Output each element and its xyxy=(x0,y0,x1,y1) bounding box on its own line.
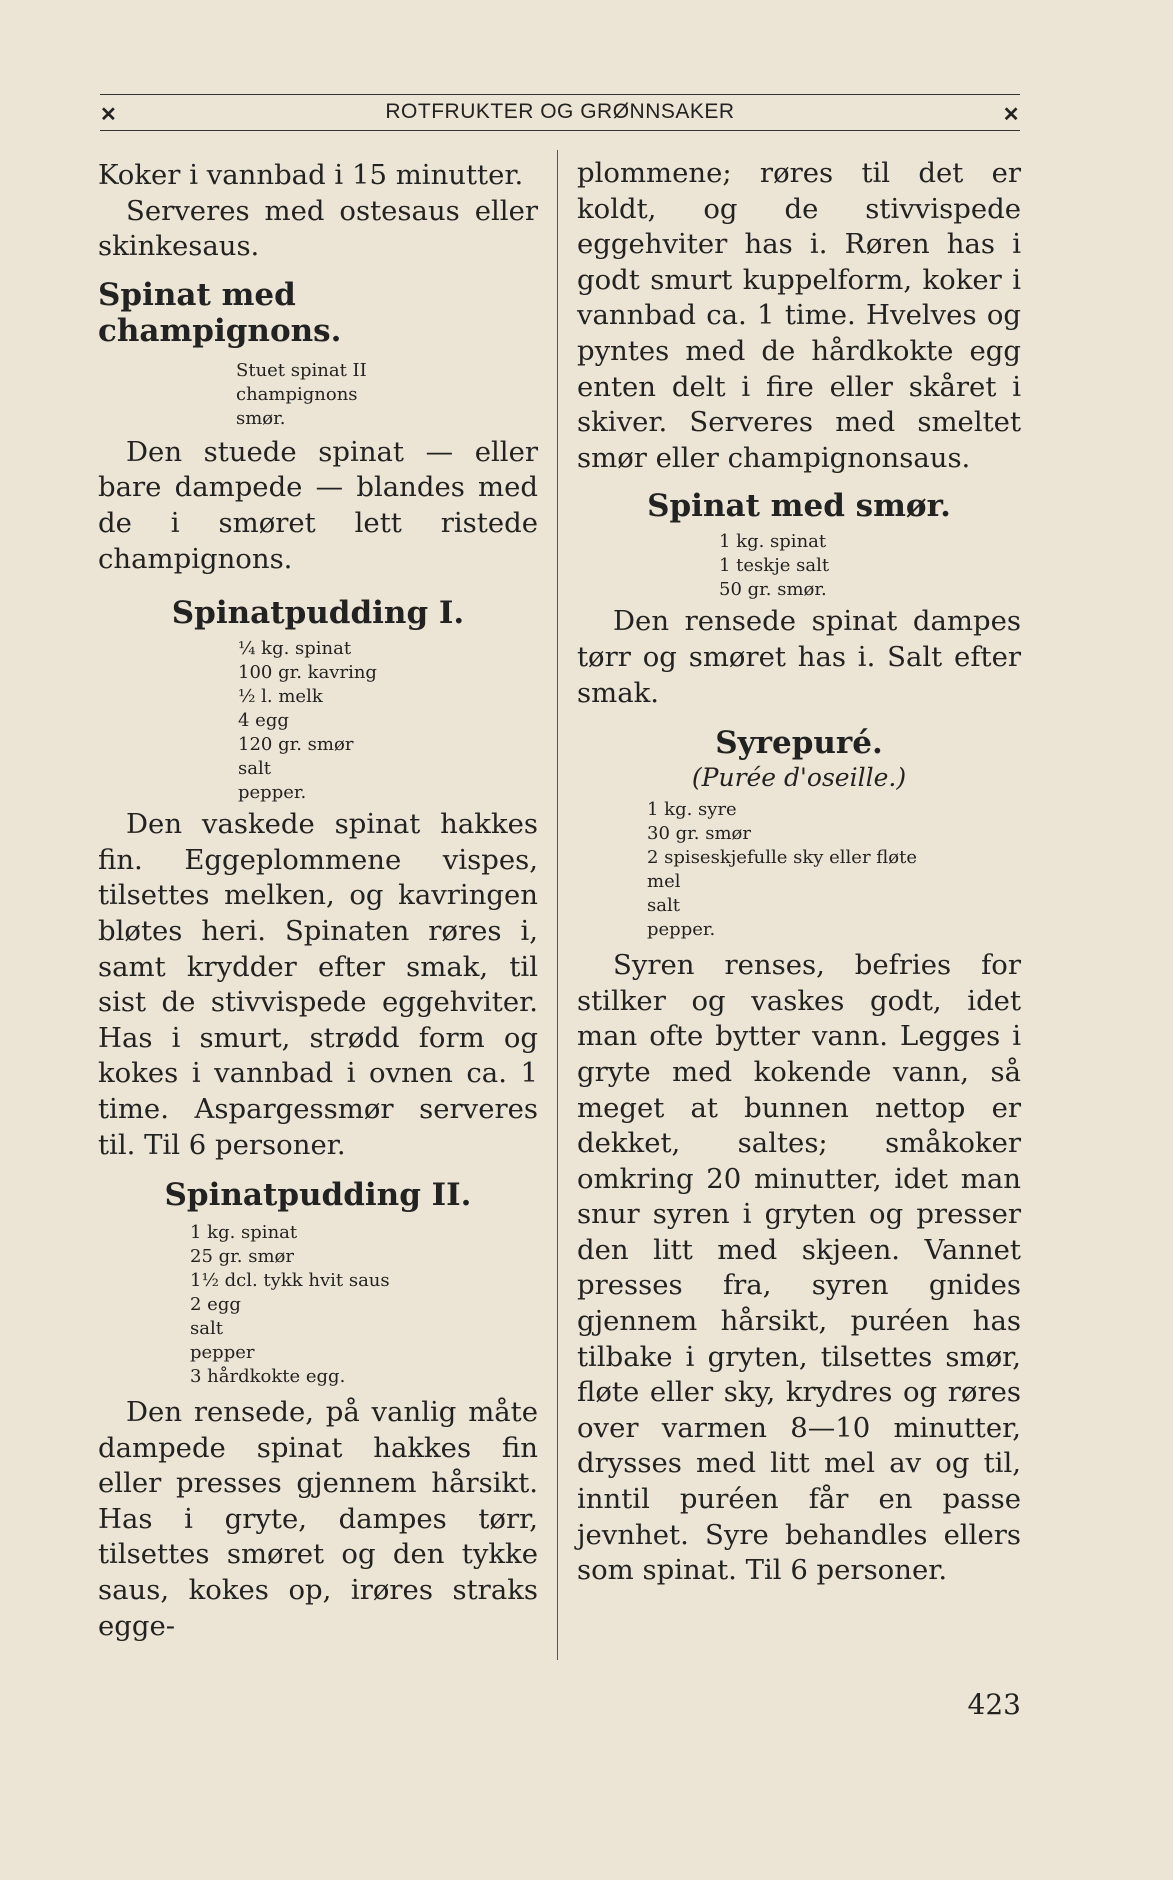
ingredient: 120 gr. smør xyxy=(238,734,354,756)
recipe-title-spinatpudding-1: Spinatpudding I. xyxy=(171,595,465,632)
ingredient: 50 gr. smør. xyxy=(719,579,827,601)
recipe-text: Den rensede, på vanlig måte dampede spinat hakkes fin eller presses gjennem hårsikt. Has i gryte, dampes tørr, tilsettes smøret og den tykke saus, kokes op, irøres straks egge- xyxy=(98,1396,538,1642)
ingredient: 25 gr. smør xyxy=(190,1246,294,1268)
recipe-text: Syren renses, befries for stilker og vaskes godt, idet man ofte bytter vann. Legges i gryte med kokende vann, så meget at bunnen nettop er dekket, saltes; småkoker omkring 20 minutter, idet man snur syren i gryten og presser den litt med skjeen. Vannet presses fra, syren gnides gjennem hårsikt, puréen has tilbake i gryten, tilsettes smør, fløte eller sky, krydres og røres over varmen 8—10 minutter, drysses med litt mel av og til, inntil puréen får en passe jevnhet. Syre behandles ellers som spinat. Til 6 personer. xyxy=(577,949,1021,1587)
left-column xyxy=(98,158,538,1644)
ingredient: pepper. xyxy=(647,919,716,941)
header-top-rule xyxy=(100,94,1020,95)
ingredient-list xyxy=(647,798,1021,942)
header-right-mark: ✕ xyxy=(1002,104,1020,126)
recipe-subtitle: (Purée d'oseille.) xyxy=(691,763,907,793)
header-left-mark: ✕ xyxy=(100,104,118,126)
recipe-title-spinat-smor: Spinat med smør. xyxy=(647,488,951,525)
ingredient: mel xyxy=(647,871,681,893)
ingredient: 1 teskje salt xyxy=(719,555,830,577)
ingredient-list xyxy=(236,359,538,431)
ingredient: 1½ dcl. tykk hvit saus xyxy=(190,1270,390,1292)
ingredient: pepper. xyxy=(238,782,307,804)
ingredient: 30 gr. smør xyxy=(647,823,751,845)
recipe-title-spinatpudding-2: Spinatpudding II. xyxy=(164,1177,472,1214)
ingredient: 1 kg. spinat xyxy=(190,1222,298,1244)
ingredient: 4 egg xyxy=(238,710,289,732)
recipe-text: Den stuede spinat — eller bare dampede — blandes med de i smøret lett ristede champignons. xyxy=(98,435,538,575)
ingredient: champignons xyxy=(236,383,358,405)
ingredient: 1 kg. syre xyxy=(647,799,737,821)
page-number: 423 xyxy=(967,1688,1021,1721)
ingredient: 2 egg xyxy=(190,1294,241,1316)
column-divider xyxy=(557,150,558,1660)
ingredient: ½ l. melk xyxy=(238,686,323,708)
continued-text: plommene; røres til det er koldt, og de stivvispede eggehviter has i. Røren has i godt smurt kuppelform, koker i vannbad ca. 1 time. Hvelves og pyntes med de hårdkokte egg enten delt i fire eller skåret i skiver. Serveres med smeltet smør eller champignonsaus. xyxy=(577,157,1021,474)
ingredient: smør. xyxy=(236,407,286,429)
ingredient: 3 hårdkokte egg. xyxy=(190,1366,346,1388)
ingredient-list xyxy=(190,1221,538,1389)
ingredient: salt xyxy=(647,895,680,917)
running-header xyxy=(100,100,1020,128)
intro-paragraph-1: Koker i vannbad i 15 minutter. xyxy=(98,159,524,191)
recipe-title-spinat-champignons: Spinat med champignons. xyxy=(98,276,342,349)
ingredient: salt xyxy=(238,758,271,780)
ingredient: ¼ kg. spinat xyxy=(238,638,352,660)
recipe-text: Den vaskede spinat hakkes fin. Eggeplommene vispes, tilsettes melken, og kavringen bløtes heri. Spinaten røres i, samt krydder efter smak, til sist de stivvispede eggehviter. Has i smurt, strødd form og kokes i vannbad i ovnen ca. 1 time. Aspargessmør serveres til. Til 6 personer. xyxy=(98,808,538,1161)
ingredient: salt xyxy=(190,1318,223,1340)
header-title: ROTFRUKTER OG GRØNNSAKER xyxy=(385,100,735,123)
ingredient: 100 gr. kavring xyxy=(238,662,377,684)
ingredient: 2 spiseskjefulle sky eller fløte xyxy=(647,847,918,869)
recipe-title-syrepure: Syrepuré. xyxy=(715,725,883,762)
intro-paragraph-2: Serveres med ostesaus eller skinkesaus. xyxy=(98,194,538,263)
ingredient: Stuet spinat II xyxy=(236,359,367,381)
ingredient-list xyxy=(719,530,1021,602)
ingredient-list xyxy=(238,637,538,805)
ingredient: 1 kg. spinat xyxy=(719,531,827,553)
recipe-text: Den rensede spinat dampes tørr og smøret has i. Salt efter smak. xyxy=(577,605,1021,709)
ingredient: pepper xyxy=(190,1342,255,1364)
header-bottom-rule xyxy=(100,130,1020,131)
right-column xyxy=(577,156,1021,1589)
